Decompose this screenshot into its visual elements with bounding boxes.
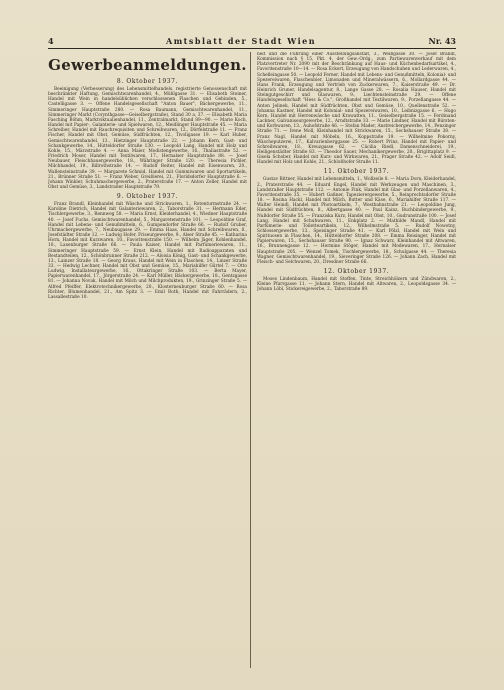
issue-number: Nr. 43 <box>428 36 456 46</box>
publication-title: Amtsblatt der Stadt Wien <box>166 36 317 46</box>
section-title: Gewerbeanmeldungen. <box>48 56 247 74</box>
date-heading: 8. Oktober 1937. <box>116 78 179 85</box>
registration-paragraph: Gustav Bittner, Handel mit Lebensmitteln, 1., Wollzeile 8. — Maria Dorn, Kleiderhandel, 2., Praterstraße 44. — Eduard Engel, Handel mit Werkzeugen und Maschinen, 3., Landstraßer Hauptstraße 112. — Antonie Fink, Handel mit Glas- und Porzellanwaren, 4., Favoritenstraße 35. — Hubert Gaßner, Tapezierergewerbe, 5., Reinprechtsdorfer Straße 18. — Rosina Hackl, Handel mit Milch, Butter und Käse, 6., Mariahilfer Straße 117. — Walter Heindl, Handel mit Photoartikeln, 7., Westbahnstraße 21. — Leopoldine Jung, Handel mit Südfrüchten, 8., Albertgasse 40. — Paul Kainz, Buchbindergewerbe, 9., Nußdorfer Straße 55. — Franziska Kurz, Handel mit Obst, 10., Gudrunstraße 100. — Josef Lang, Handel mit Schuhwaren, 11., Enkplatz 2. — Mathilde Mandl, Handel mit Parfümerie- und Toiletteartikeln, 12., Wilhelmstraße 5. — Rudolf Nowotny, Schlossergewerbe, 13., Speisinger Straße 41. — Karl Pölzl, Handel mit Wein und Spirituosen in Flaschen, 14., Hütteldorfer Straße 208. — Emma Reisinger, Handel mit Papierwaren, 15., Sechshauser Straße 90. — Ignaz Schwarz, Kleinhandel mit Altwaren, 16., Brunnengasse 12. — Hermine Stöger, Handel mit Modewaren, 17., Hernalser Hauptstraße 205. — Wenzel Tomek, Tischlergewerbe, 18., Schulgasse 44. — Theresia Wagner, Gemischtwarenhandel, 19., Sieveringer Straße 126. — Johann Zach, Handel mit Fleisch- und Selchwaren, 20., Dresdner Straße 66. <box>257 177 456 265</box>
registration-paragraph: Franz Brandl, Kleinhandel mit Wäsche und Strickwaren, 1., Rotenturmstraße 24. — Karoline Dietrich, Handel mit Galanteriewaren, 2., Taborstraße 31. — Hermann Eder, Tischlergewerbe, 3., Rennweg 58. — Maria Ernst, Kleiderhandel, 4., Wiedner Hauptstraße 40. — Josef Fuchs, Gemischtwarenhandel, 5., Margaretenstraße 101. — Leopoldine Graf, Handel mit Lebens- und Genußmitteln, 6., Gumpendorfer Straße 66. — Rudolf Gruber, Uhrmachergewerbe, 7., Neubaugasse 29. — Emma Haas, Handel mit Schreibwaren, 8., Josefstädter Straße 12. — Ludwig Hofer, Friseurgewerbe, 9., Alser Straße 45. — Katharina Horn, Handel mit Kurzwaren, 10., Favoritenstraße 150. — Wilhelm Jäger, Kohlenhandel, 10., Laxenburger Straße 66. — Paula Kaiser, Handel mit Parfümeriewaren, 11., Simmeringer Hauptstraße 59. — Ernst Klein, Handel mit Radioapparaten und Bestandteilen, 12., Schönbrunner Straße 212. — Aloisia König, Gast- und Schankgewerbe, 13., Lainzer Straße 18. — Georg Kraus, Handel mit Wein in Flaschen, 14., Linzer Straße 33. — Hedwig Lechner, Handel mit Obst und Gemüse, 15., Mariahilfer Gürtel 7. — Otto Ludwig, Installateurgewerbe, 16., Ottakringer Straße 103. — Berta Mayer, Papierwarenhandel, 17., Jörgerstraße 24. — Karl Müller, Bäckergewerbe, 18., Gentzgasse 81. — Johanna Novak, Handel mit Milch und Milchprodukten, 19., Grinzinger Straße 5. — Alfred Pfeiffer, Elektrotechnikergewerbe, 20., Klosterneuburger Straße 60. — Rosa Richter, Blumenhandel, 21., Am Spitz 3. — Emil Roth, Handel mit Fahrrädern, 2., Lassallestraße 10. <box>48 202 247 300</box>
registration-paragraph: Beeinigung (Verbesserung) des Lebensmittelhandels, registrierte Genossenschaft mit beschränkter Haftung, Gemischtwarenhandel, 4., Mühlgasse 31. — Elisabeth Steiner, Handel mit Wein in handelsüblichen verschlossenen Flaschen und Gebinden, 5., Castelligasse 3. — Offene Handelsgesellschaft "Anton Bauer", Bäckergewerbe, 11., Simmeringer Hauptstraße 280. — Rosa Baumann, Gemischtwarenhandel, 11., Simmeringer Markt (Corynthgasse—Geiselbergstraße), Stand 30 a, 37. — Elisabeth Maria Fasching Böhm, Marktviktualienhandel, 11., Zentralmarkt, Stand 89—90. — Marie Koch, Handel mit Papier-, Galanterie- und Spielwaren, 12., Meidlinger Hauptstraße 45. — Maria Schreiber, Handel mit Rauchrequisiten und Schreibwaren, 12., Dörfelstraße 11. — Franz Fischer, Handel mit Obst, Gemüse, Südfrüchten, 12., Tivoligasse 19. — Karl Huber, Gemischtwarenhandel, 13., Hietzinger Hauptstraße 22. — Johann Kern, Gast- und Schankgewerbe, 14., Hütteldorfer Straße 130. — Leopold Lang, Handel mit Holz und Kohle, 15., Märzstraße 4. — Anna Maier, Modistengewerbe, 16., Thaliastraße 52. — Friedrich Moser, Handel mit Textilwaren, 17., Hernalser Hauptstraße 88. — Josef Neubauer, Fleischhauergewerbe, 18., Währinger Straße 120. — Theresia Pichler, Milchhandel, 19., Billrothstraße 14. — Rudolf Reiter, Handel mit Eisenwaren, 20., Wallensteinstraße 39. — Margarete Schmid, Handel mit Gummiwaren und Sportartikeln, 21., Brünner Straße 51. — Franz Weber, Greißlerei, 21., Floridsdorfer Hauptstraße 6. — Johann Winkler, Schuhmachergewerbe, 2., Praterstraße 17. — Anton Zeller, Handel mit Obst und Gemüse, 3., Landstraßer Hauptstraße 79. <box>48 87 247 190</box>
header-rule <box>48 48 456 49</box>
registration-paragraph: heit und die Führung einer Ausstellungsanstalt, 3., Weißgasse 30. — Josef Brandl, Kommission nach § 15, Pkt. 4, der Gew.-Ordg., zum Partiewarenverkauf mit dem Platzvertreter Nr. 2090 mit der Beschränkung auf Haus- und Küchenbedarfsartikel, 4., Favoritenstraße 10—14. — Rosa Eckert, Erzeugung von Handschuhen und Lederwaren, 4., Schelleingasse 50. — Leopold Ferner, Handel mit Lebens- und Genußmitteln, Kolonial- und Spezereiwaren, Flaschenbier, Limonaden und Mineralwässern, 6., Mollardgasse 44. — Hans Frank, Erzeugung und Vertrieb von Zuckerwaren, 7., Kaiserstraße 49. — Dr. Heinrich Gruner, Handelsagentur, 8., Lange Gasse 28. — Rosalia Hauser, Handel mit Steingutgeschirr und Glaswaren, 9., Liechtensteinstraße 29. — Offene Handelsgesellschaft "Hess & Co.", Großhandel mit Textilwaren, 9., Porzellangasse 44. — Anton Jelinek, Handel mit Südfrüchten, Obst und Gemüse, 10., Quellenstraße 52. — Johanna Kastner, Handel mit Kolonial- und Spezereiwaren, 10., Leibnizgasse 6. — Hugo Kern, Handel mit Herrenwäsche und Krawatten, 11., Geiselbergstraße 15. — Ferdinand Lackner, Galvaniseurgewerbe, 12., Arndtstraße 33. — Marie Lindner, Handel mit Bürsten- und Korbwaren, 13., Auhofstraße 46. — Stefan Mader, Anstreichergewerbe, 14., Penzinger Straße 71. — Irene Moll, Kleinhandel mit Strickwaren, 15., Sechshauser Straße 38. — Franz Nagl, Handel mit Möbeln, 16., Koppstraße 19. — Wilhelmine Pokorny, Wäscheputzerei, 17., Kalvarienberggasse 25. — Robert Prinz, Handel mit Papier- und Schreibwaren, 18., Kreuzgasse 62. — Cäcilia Riedl, Damenschneiderei, 19., Heiligenstädter Straße 83. — Theodor Sauer, Mechanikergewerbe, 20., Brigittaplatz 9. — Gisela Schober, Handel mit Kurz- und Wirkwaren, 21., Prager Straße 42. — Adolf Seidl, Handel mit Holz und Kohle, 21., Schloßhofer Straße 11. <box>257 52 456 166</box>
page-number: 4 <box>48 36 54 46</box>
page-header <box>48 34 456 48</box>
registration-paragraph: Moses Lindenbaum, Handel mit Stoffen, Tinte, Streichhölzern und Zündwaren, 2., Kleine Pfarrgasse 11. — Johann Stern, Handel mit Altwaren, 2., Leopoldsgasse 34. — Johann Löbl, Stickereigewerbe, 2., Taborstraße 89. <box>257 277 456 293</box>
date-heading: 12. Oktober 1937. <box>323 268 390 276</box>
date-heading: 9. Oktober 1937. <box>116 193 179 201</box>
left-column <box>48 52 247 668</box>
columns <box>48 52 456 668</box>
date-heading: 11. Oktober 1937. <box>323 168 390 176</box>
right-column <box>257 52 456 668</box>
